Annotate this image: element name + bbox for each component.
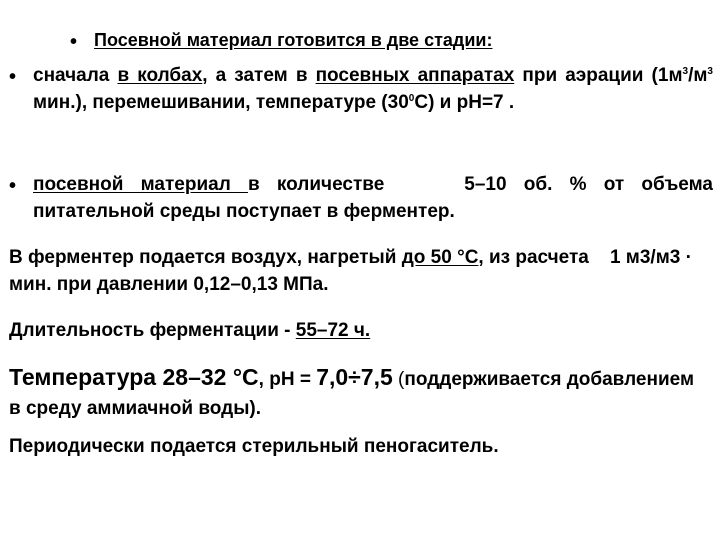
bullet-2-underline-2: посевных аппаратах (315, 65, 515, 86)
antifoam-line (9, 434, 699, 461)
ph-note: поддерживается добавлением в среду аммиачной воды). (9, 369, 695, 419)
bullet-2-text-2: , а затем в (202, 65, 316, 86)
bullet-symbol: • (9, 175, 17, 197)
bullet-2-text-3: при аэрации (1м (514, 65, 683, 86)
air-supply-text-2: , из расчета 1 м3/м3 · мин. при давлении 0,12–0,13 МПа. (9, 247, 698, 295)
duration-line (9, 318, 699, 345)
air-supply-underline: до 50 °С (401, 247, 479, 268)
bullet-2-text-4: /м (688, 65, 708, 86)
superscript: 3 (707, 66, 713, 77)
temperature-line (9, 360, 709, 423)
bullet-1 (70, 28, 714, 55)
bullet-2 (9, 63, 713, 117)
ph-paren: ( (392, 369, 405, 390)
superscript: 3 (682, 66, 689, 77)
bullet-3 (9, 172, 713, 226)
duration-text: Длительность ферментации - (9, 320, 296, 341)
bullet-3-text-2: 5–10 об. % от объема питательной среды поступает в ферментер. (33, 174, 713, 222)
bullet-1-text: Посевной материал готовится в две стадии: (94, 30, 493, 50)
temperature-big-text: Температура 28–32 °С (9, 364, 259, 390)
bullet-2-text-1: сначала (33, 65, 118, 86)
bullet-3-underline-1: посевной материал (33, 174, 249, 195)
duration-value: 55–72 ч. (295, 320, 371, 341)
bullet-2-underline-1: в колбах (117, 65, 203, 86)
air-supply-text-1: В ферментер подается воздух, нагретый (9, 247, 402, 268)
superscript: 0 (408, 92, 415, 104)
air-supply-line (9, 245, 699, 299)
bullet-symbol: • (9, 66, 17, 88)
antifoam-text: Периодически подается стерильный пеногаситель. (9, 436, 499, 457)
ph-value: 7,0÷7,5 (316, 364, 393, 390)
bullet-2-text-5: мин.), перемешивании, температуре (30 (33, 91, 409, 113)
ph-label: , рН = (258, 369, 317, 390)
bullet-2-text-6: С) и рН=7 . (414, 91, 515, 113)
bullet-symbol: • (70, 31, 78, 53)
bullet-3-text-1: в количестве (248, 174, 385, 195)
